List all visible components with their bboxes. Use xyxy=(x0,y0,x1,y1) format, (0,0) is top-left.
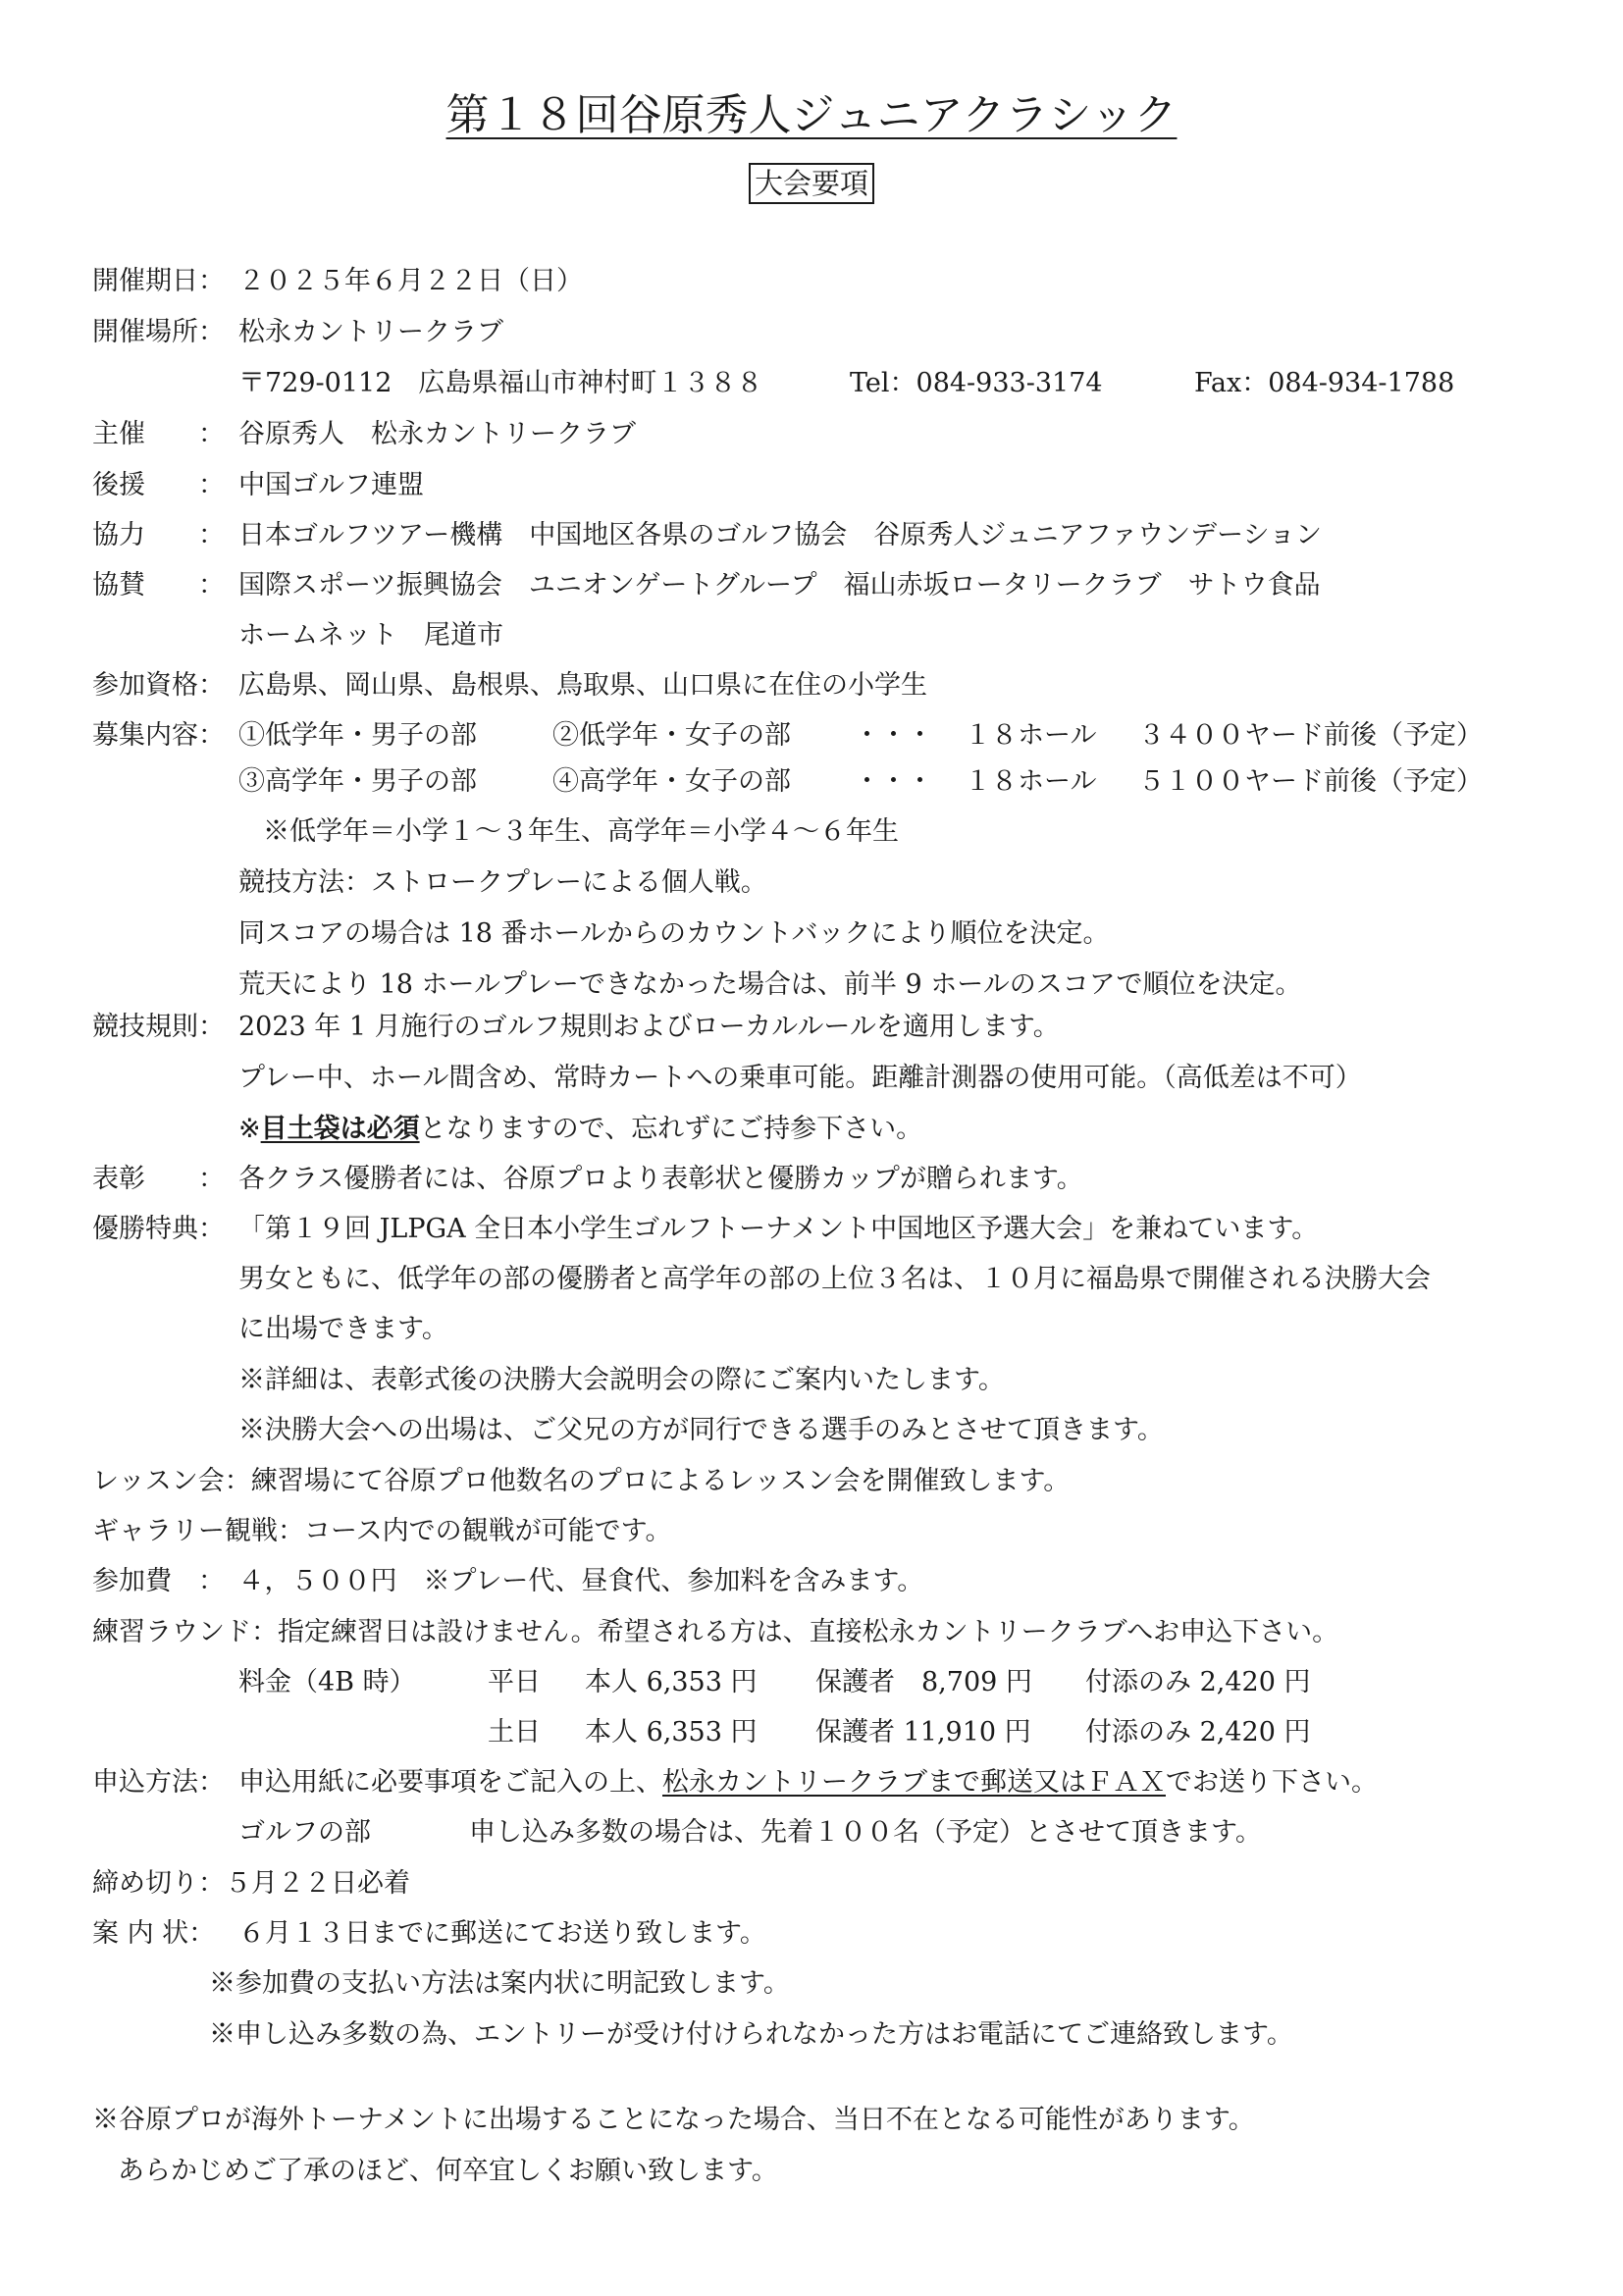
footer-note-2: あらかじめご了承のほど、何卒宜しくお願い致します。 xyxy=(118,2156,778,2186)
venue-tel: Tel：084‐933‐3174 xyxy=(850,368,1103,398)
category-2e: ５１００ヤード前後（予定） xyxy=(1138,766,1483,797)
apply-label: 申込方法： xyxy=(92,1767,225,1798)
apply-line-2-text: 申し込み多数の場合は、先着１００名（予定）とさせて頂きます。 xyxy=(469,1817,1262,1848)
rules-line-3-mark: ※ xyxy=(238,1114,261,1144)
category-1b: ②低学年・女子の部 xyxy=(552,720,791,751)
venue-fax: Fax：084‐934‐1788 xyxy=(1194,368,1455,398)
format-line-3: 荒天により 18 ホールプレーできなかった場合は、前半 9 ホールのスコアで順位を決定。 xyxy=(238,969,1302,1000)
perk-line-3: に出場できます。 xyxy=(238,1314,448,1344)
fee-line: 参加費 ： ４，５００円 ※プレー代、昼食代、参加料を含みます。 xyxy=(92,1566,924,1596)
perk-line-5: ※決勝大会への出場は、ご父兄の方が同行できる選手のみとさせて頂きます。 xyxy=(238,1415,1164,1445)
support-label: 後援 ： xyxy=(92,470,225,500)
venue-label: 開催場所： xyxy=(92,317,225,347)
perk-line-2: 男女ともに、低学年の部の優勝者と高学年の部の上位３名は、１０月に福島県で開催される決勝大会 xyxy=(238,1264,1431,1294)
perk-line-4: ※詳細は、表彰式後の決勝大会説明会の際にご案内いたします。 xyxy=(238,1365,1005,1395)
rules-line-1: 2023 年 1 月施行のゴルフ規則およびローカルルールを適用します。 xyxy=(238,1012,1060,1042)
lesson-line: レッスン会：練習場にて谷原プロ他数名のプロによるレッスン会を開催致します。 xyxy=(92,1466,1071,1496)
perk-line-1: 「第１９回 JLPGA 全日本小学生ゴルフトーナメント中国地区予選大会」を兼ねています。 xyxy=(238,1214,1319,1244)
footer-note-1: ※谷原プロが海外トーナメントに出場することになった場合、当日不在となる可能性があります。 xyxy=(92,2105,1255,2135)
coop-label: 協力 ： xyxy=(92,520,225,550)
category-1a: ①低学年・男子の部 xyxy=(238,720,477,751)
price-row1-self: 本人 6,353 円 xyxy=(585,1667,758,1697)
price-row2-guardian: 保護者 11,910 円 xyxy=(815,1717,1031,1748)
deadline-line: 締め切り：５月２２日必着 xyxy=(92,1868,410,1899)
apply-line-1-emphasis: 松永カントリークラブまで郵送又はＦＡＸ xyxy=(662,1767,1166,1798)
page-title-text: 第１８回谷原秀人ジュニアクラシック xyxy=(445,90,1178,140)
category-label: 募集内容： xyxy=(92,720,225,751)
price-row2-attendant: 付添のみ 2,420 円 xyxy=(1085,1717,1311,1748)
perk-label: 優勝特典： xyxy=(92,1214,225,1244)
award-value: 各クラス優勝者には、谷原プロより表彰状と優勝カップが贈られます。 xyxy=(238,1164,1083,1194)
rules-line-2: プレー中、ホール間含め、常時カートへの乗車可能。距離計測器の使用可能。（高低差は不可） xyxy=(238,1063,1362,1093)
category-2d: １８ホール xyxy=(965,766,1097,797)
sponsor-value-1: 国際スポーツ振興協会 ユニオンゲートグループ 福山赤坂ロータリークラブ サトウ食品 xyxy=(238,570,1321,600)
award-label: 表彰 ： xyxy=(92,1164,225,1194)
rules-line-3 xyxy=(238,1113,922,1146)
host-value: 谷原秀人 松永カントリークラブ xyxy=(238,419,636,449)
category-note: ※低学年＝小学１～３年生、高学年＝小学４～６年生 xyxy=(263,816,899,847)
category-1c: ・・・ xyxy=(854,720,933,751)
support-value: 中国ゴルフ連盟 xyxy=(238,470,424,500)
price-row1-guardian: 保護者 8,709 円 xyxy=(815,1667,1032,1697)
host-label: 主催 ： xyxy=(92,419,225,449)
notice-value: ６月１３日までに郵送にてお送り致します。 xyxy=(238,1918,766,1949)
notice-note-1: ※参加費の支払い方法は案内状に明記致します。 xyxy=(209,1968,790,1999)
gallery-line: ギャラリー観戦：コース内での観戦が可能です。 xyxy=(92,1516,672,1546)
page-title xyxy=(0,88,1623,143)
price-row2-self: 本人 6,353 円 xyxy=(585,1717,758,1748)
apply-line-1 xyxy=(238,1766,1378,1800)
notice-label: 案 内 状： xyxy=(92,1918,216,1949)
venue-address: 〒729-0112 広島県福山市神村町１３８８ xyxy=(238,368,763,398)
rules-line-3-rest: となりますので、忘れずにご持参下さい。 xyxy=(419,1114,923,1144)
rules-label: 競技規則： xyxy=(92,1012,225,1042)
eligibility-value: 広島県、岡山県、島根県、鳥取県、山口県に在住の小学生 xyxy=(238,670,927,701)
practice-line: 練習ラウンド：指定練習日は設けません。希望される方は、直接松永カントリークラブへお申込下さい。 xyxy=(92,1617,1339,1647)
category-2a: ③高学年・男子の部 xyxy=(238,766,477,797)
apply-line-2-category: ゴルフの部 xyxy=(238,1817,371,1848)
sponsor-value-2: ホームネット 尾道市 xyxy=(238,620,503,651)
sponsor-label: 協賛 ： xyxy=(92,570,225,600)
date-value: ２０２５年６月２２日（日） xyxy=(238,266,583,296)
category-2b: ④高学年・女子の部 xyxy=(552,766,791,797)
apply-line-1-start: 申込用紙に必要事項をご記入の上、 xyxy=(238,1767,662,1798)
venue-value: 松永カントリークラブ xyxy=(238,317,503,347)
notice-note-2: ※申し込み多数の為、エントリーが受け付けられなかった方はお電話にてご連絡致します。 xyxy=(209,2019,1293,2050)
rules-line-3-emphasis: 目土袋は必須 xyxy=(260,1114,420,1144)
section-heading xyxy=(0,165,1623,202)
category-2c: ・・・ xyxy=(854,766,933,797)
format-line-1: 競技方法：ストロークプレーによる個人戦。 xyxy=(238,867,767,898)
date-label: 開催期日： xyxy=(92,266,225,296)
price-row1-attendant: 付添のみ 2,420 円 xyxy=(1085,1667,1311,1697)
category-1e: ３４００ヤード前後（予定） xyxy=(1138,720,1483,751)
coop-value: 日本ゴルフツアー機構 中国地区各県のゴルフ協会 谷原秀人ジュニアファウンデーション xyxy=(238,520,1323,550)
price-label: 料金（4B 時） xyxy=(238,1667,416,1697)
category-1d: １８ホール xyxy=(965,720,1097,751)
price-row1-day: 平日 xyxy=(488,1667,541,1697)
price-row2-day: 土日 xyxy=(488,1717,541,1748)
format-line-2: 同スコアの場合は 18 番ホールからのカウントバックにより順位を決定。 xyxy=(238,918,1110,949)
apply-line-1-end: でお送り下さい。 xyxy=(1166,1767,1378,1798)
section-heading-text: 大会要項 xyxy=(749,163,874,204)
eligibility-label: 参加資格： xyxy=(92,670,225,701)
